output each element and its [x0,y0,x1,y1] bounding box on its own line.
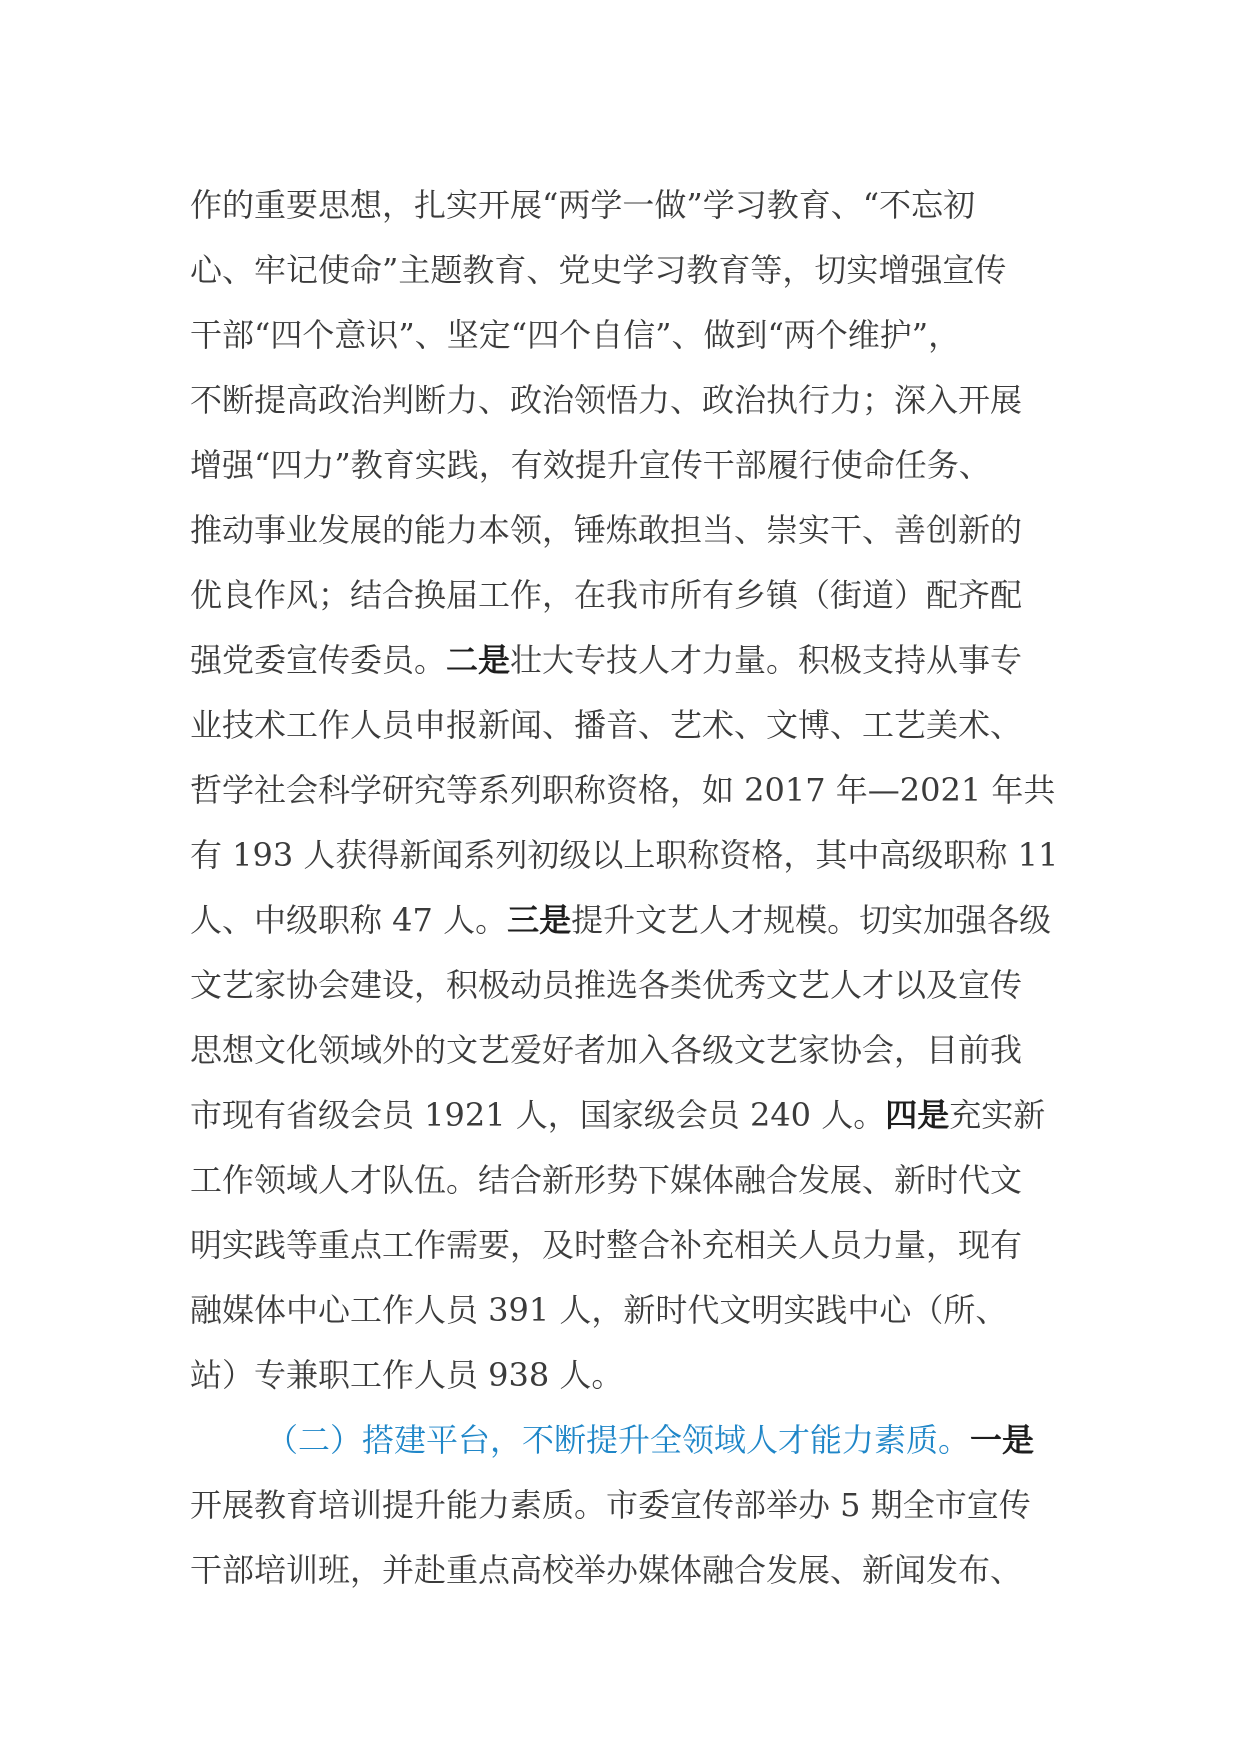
text-line [190,303,1070,368]
text-line [190,758,1070,823]
text-run: 工作领域人才队伍。结合新形势下媒体融合发展、新时代文 [190,1161,1023,1199]
text-run: 站）专兼职工作人员 938 人。 [190,1356,624,1394]
bold-marker: 二是 [446,641,511,679]
text-run: 融媒体中心工作人员 391 人，新时代文明实践中心（所、 [190,1291,1008,1329]
text-line [190,1538,1070,1603]
text-run: 业技术工作人员申报新闻、播音、艺术、文博、工艺美术、 [190,706,1023,744]
text-line [190,368,1070,433]
text-run: 提升文艺人才规模。切实加强各级 [571,901,1052,939]
text-line [190,498,1070,563]
bold-marker: 四是 [885,1096,950,1134]
text-run: 市现有省级会员 1921 人，国家级会员 240 人。 [190,1096,886,1134]
text-run: 哲学社会科学研究等系列职称资格，如 2017 年—2021 年共 [190,771,1056,809]
text-run: 推动事业发展的能力本领，锤炼敢担当、崇实干、善创新的 [190,511,1023,549]
text-line [190,1278,1070,1343]
text-line [190,1408,1070,1473]
text-run: 明实践等重点工作需要，及时整合补充相关人员力量，现有 [190,1226,1023,1264]
text-run: 优良作风；结合换届工作，在我市所有乡镇（街道）配齐配 [190,576,1023,614]
text-line [190,888,1070,953]
text-run: 不断提高政治判断力、政治领悟力、政治执行力；深入开展 [190,381,1023,419]
text-line [190,563,1070,628]
text-run: 有 193 人获得新闻系列初级以上职称资格，其中高级职称 11 [190,836,1059,874]
text-run: 思想文化领域外的文艺爱好者加入各级文艺家协会，目前我 [190,1031,1023,1069]
text-line [190,1083,1070,1148]
text-line [190,1473,1070,1538]
bold-marker: 三是 [507,901,572,939]
text-line [190,823,1070,888]
text-line [190,1148,1070,1213]
text-run: 心、牢记使命”主题教育、党史学习教育等，切实增强宣传 [190,251,1007,289]
text-line [190,173,1070,238]
text-line [190,433,1070,498]
text-line [190,238,1070,303]
text-line [190,1343,1070,1408]
text-run: 干部培训班，并赴重点高校举办媒体融合发展、新闻发布、 [190,1551,1023,1589]
text-line [190,1213,1070,1278]
text-run: 强党委宣传委员。 [190,641,447,679]
text-run: 文艺家协会建设，积极动员推选各类优秀文艺人才以及宣传 [190,966,1023,1004]
text-line [190,628,1070,693]
text-run: 充实新 [949,1096,1046,1134]
text-run: 干部“四个意识”、坚定“四个自信”、做到“两个维护”， [190,316,961,354]
text-run: 作的重要思想，扎实开展“两学一做”学习教育、“不忘初 [190,186,976,224]
bold-marker: 一是 [970,1421,1035,1459]
text-line [190,693,1070,758]
text-run: 壮大专技人才力量。积极支持从事专 [510,641,1023,679]
body-text [190,173,1070,1603]
section-heading: （二）搭建平台，不断提升全领域人才能力素质。 [266,1421,971,1459]
text-run: 人、中级职称 47 人。 [190,901,508,939]
text-run: 增强“四力”教育实践，有效提升宣传干部履行使命任务、 [190,446,991,484]
text-line [190,1018,1070,1083]
text-line [190,953,1070,1018]
text-run: 开展教育培训提升能力素质。市委宣传部举办 5 期全市宣传 [190,1486,1031,1524]
